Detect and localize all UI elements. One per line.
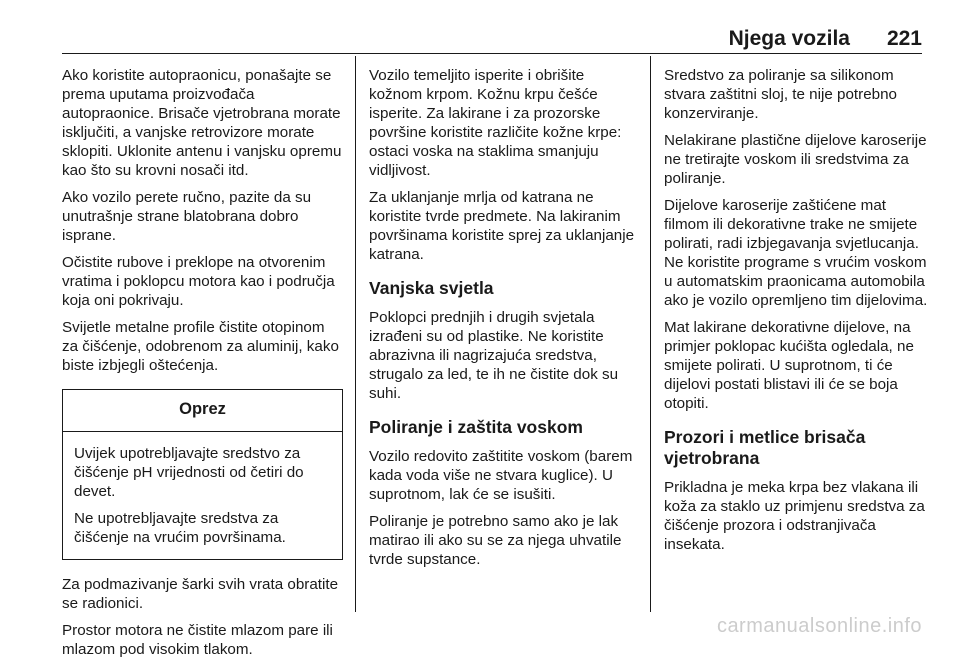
watermark: carmanualsonline.info <box>716 615 922 637</box>
header-rule <box>62 53 922 54</box>
section-title: Njega vozila <box>728 27 850 50</box>
paragraph: Prikladna je meka krpa bez vlakana ili koža za staklo uz primjenu sredstva za čišćenje prozora i odstranjivača insekata. <box>664 479 925 553</box>
page-header <box>0 0 960 56</box>
column-3 <box>664 66 932 562</box>
paragraph: Prostor motora ne čistite mlazom pare ili mlazom pod visokim tlakom. <box>62 622 333 658</box>
section-heading: Poliranje i zaštita voskom <box>369 417 583 437</box>
paragraph: Očistite rubove i preklope na otvorenim vratima i poklopcu motora kao i područja koja oni pokrivaju. <box>62 254 335 309</box>
paragraph: Dijelove karoserije zaštićene mat filmom ili dekorativne trake ne smijete polirati, radi izbjegavanja svjetlucanja. Ne koristite programe s vrućim voskom u automatskim praonicama automobila ako je vozilo opremljeno tim dijelovima. <box>664 197 928 309</box>
column-divider-2 <box>650 56 651 612</box>
section-heading: Prozori i metlice brisača vjetrobrana <box>664 427 866 468</box>
paragraph: Vozilo redovito zaštitite voskom (barem kada voda više ne stvara kuglice). U suprotnom, lak će se isušiti. <box>369 448 633 503</box>
column-2 <box>369 66 637 577</box>
page-number: 221 <box>886 27 922 50</box>
paragraph: Sredstvo za poliranje sa silikonom stvara zaštitni sloj, te nije potrebno konzerviranje. <box>664 67 897 122</box>
paragraph: Ako vozilo perete ručno, pazite da su unutrašnje strane blatobrana dobro isprane. <box>62 189 312 244</box>
caution-box <box>62 389 343 560</box>
section-heading: Vanjska svjetla <box>369 278 494 298</box>
column-1 <box>62 66 343 667</box>
paragraph: Poklopci prednjih i drugih svjetala izrađeni su od plastike. Ne koristite abrazivna ili nagrizajuća sredstva, strugalo za led, te ih ne čistite dok su suhi. <box>369 309 619 402</box>
paragraph: Svijetle metalne profile čistite otopinom za čišćenje, odobrenom za aluminij, kako biste izbjegli oštećenja. <box>62 319 339 374</box>
paragraph: Za podmazivanje šarki svih vrata obratite se radionici. <box>62 576 339 612</box>
paragraph: Poliranje je potrebno samo ako je lak matirao ili ako su se za njega uhvatile tvrde supstance. <box>369 513 622 568</box>
paragraph: Vozilo temeljito isperite i obrišite kožnom krpom. Kožnu krpu češće isperite. Za lakirane i za prozorske površine koristite različite kožne krpe: ostaci voska na staklima smanjuju vidljivost. <box>369 67 622 179</box>
paragraph: Nelakirane plastične dijelove karoserije ne tretirajte voskom ili sredstvima za poliranje. <box>664 132 927 187</box>
caution-text: Ne upotrebljavajte sredstva za čišćenje na vrućim površinama. <box>74 510 286 546</box>
caution-body <box>63 432 342 559</box>
caution-title: Oprez <box>63 390 342 432</box>
paragraph: Ako koristite autopraonicu, ponašajte se prema uputama proizvođača autopraonice. Brisače vjetrobrana morate isključiti, a vanjske retrovizore morate sklopiti. Uklonite antenu i vanjsku opremu kao što su krovni nosači itd. <box>62 67 342 179</box>
paragraph: Mat lakirane dekorativne dijelove, na primjer poklopac kućišta ogledala, ne smijete polirati. U suprotnom, ti će dijelovi postati blistavi ili će se boja otopiti. <box>664 319 914 412</box>
caution-text: Uvijek upotrebljavajte sredstvo za čišćenje pH vrijednosti od četiri do devet. <box>74 445 304 500</box>
column-divider-1 <box>355 56 356 612</box>
paragraph: Za uklanjanje mrlja od katrana ne koristite tvrde predmete. Na lakiranim površinama koristite sprej za uklanjanje katrana. <box>369 189 635 263</box>
